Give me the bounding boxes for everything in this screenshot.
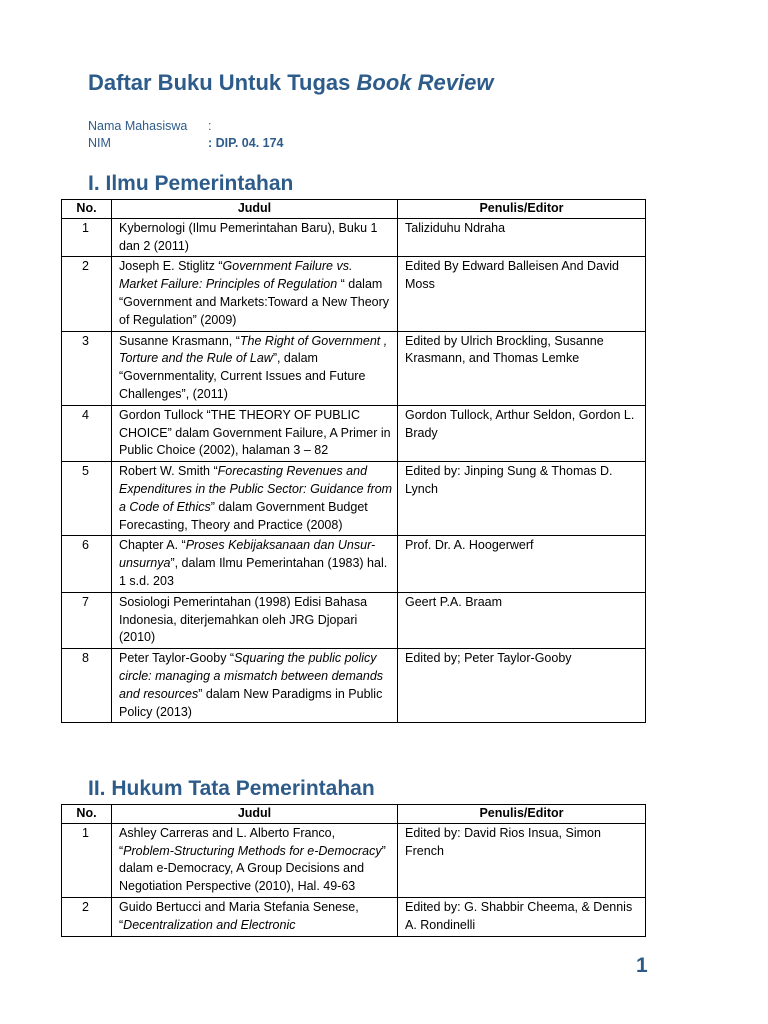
book-title-cell — [112, 331, 398, 405]
book-title-text: Robert W. Smith “ — [119, 464, 218, 479]
student-name-line — [88, 118, 211, 135]
book-title-cell — [112, 649, 398, 723]
book-title-cell — [112, 897, 398, 936]
title-italic: Book Review — [356, 70, 494, 95]
table-row — [62, 462, 646, 536]
book-title-italic: The Right of Government , Torture and the Rule of Law — [119, 333, 388, 366]
row-number: 7 — [62, 592, 112, 648]
column-header-penulis: Penulis/Editor — [398, 200, 646, 219]
column-header-no: No. — [62, 200, 112, 219]
page-number: 1 — [636, 954, 648, 977]
book-title-italic: Forecasting Revenues and Expenditures in the Public Sector: Guidance from a Code of Ethics — [119, 464, 393, 514]
author-editor-cell: Prof. Dr. A. Hoogerwerf — [398, 536, 646, 592]
table-row — [62, 536, 646, 592]
book-title-text: Ashley Carreras and L. Alberto Franco, “ — [119, 825, 336, 858]
nim-value: : DIP. 04. 174 — [208, 136, 284, 150]
table-row — [62, 897, 646, 936]
author-editor-cell: Edited by Ulrich Brockling, Susanne Krasmann, and Thomas Lemke — [398, 331, 646, 405]
book-title-text: “ dalam “Government and Markets:Toward a New Theory of Regulation” (2009) — [119, 277, 390, 327]
book-title-text: ”, dalam “Governmentality, Current Issues and Future Challenges”, (2011) — [119, 351, 366, 401]
book-title-text: Gordon Tullock “THE THEORY OF PUBLIC CHOICE” dalam Government Failure, A Primer in Public Choice (2002), halaman 3 – 82 — [119, 407, 391, 458]
section-heading-1: I. Ilmu Pemerintahan — [88, 172, 294, 195]
column-header-penulis: Penulis/Editor — [398, 805, 646, 824]
column-header-no: No. — [62, 805, 112, 824]
table-row — [62, 405, 646, 461]
row-number: 5 — [62, 462, 112, 536]
author-editor-cell: Taliziduhu Ndraha — [398, 218, 646, 257]
book-title-text: Joseph E. Stiglitz “ — [119, 259, 223, 274]
book-title-text: Guido Bertucci and Maria Stefania Senese, “ — [119, 899, 359, 932]
row-number: 1 — [62, 823, 112, 897]
author-editor-cell: Edited By Edward Balleisen And David Moss — [398, 257, 646, 331]
author-editor-cell: Geert P.A. Braam — [398, 592, 646, 648]
row-number: 1 — [62, 218, 112, 257]
book-table-ilmu-pemerintahan — [61, 199, 646, 723]
nim-label: NIM — [88, 136, 111, 150]
book-title-cell — [112, 405, 398, 461]
document-title — [88, 70, 493, 96]
book-title-cell — [112, 257, 398, 331]
table-row — [62, 592, 646, 648]
book-table-hukum-tata-pemerintahan — [61, 804, 646, 937]
column-header-judul: Judul — [112, 805, 398, 824]
book-title-text: ” dalam e-Democracy, A Group Decisions and Negotiation Perspective (2010), Hal. 49-63 — [119, 843, 386, 894]
book-title-text: ” dalam New Paradigms in Public Policy (2013) — [119, 686, 383, 719]
author-editor-cell: Edited by: G. Shabbir Cheema, & Dennis A. Rondinelli — [398, 897, 646, 936]
book-title-cell — [112, 218, 398, 257]
table-row — [62, 823, 646, 897]
row-number: 8 — [62, 649, 112, 723]
book-title-text: Susanne Krasmann, “ — [119, 333, 240, 348]
title-text: Daftar Buku Untuk Tugas — [88, 70, 357, 95]
book-title-italic: Squaring the public policy circle: managing a mismatch between demands and resources — [119, 651, 384, 701]
row-number: 6 — [62, 536, 112, 592]
book-title-italic: Decentralization and Electronic — [123, 917, 296, 932]
book-title-cell — [112, 592, 398, 648]
book-title-cell — [112, 536, 398, 592]
table-row — [62, 257, 646, 331]
table-row — [62, 218, 646, 257]
book-title-cell — [112, 462, 398, 536]
table-header-row — [62, 200, 646, 219]
row-number: 2 — [62, 257, 112, 331]
book-title-text: ”, dalam Ilmu Pemerintahan (1983) hal. 1 s.d. 203 — [119, 556, 388, 588]
book-title-text: ” dalam Government Budget Forecasting, Theory and Practice (2008) — [119, 499, 368, 532]
author-editor-cell: Edited by; Peter Taylor-Gooby — [398, 649, 646, 723]
book-title-italic: Government Failure vs. Market Failure: Principles of Regulation — [119, 259, 353, 292]
row-number: 2 — [62, 897, 112, 936]
book-title-text: Peter Taylor-Gooby “ — [119, 651, 235, 666]
book-title-italic: Problem-Structuring Methods for e-Democracy — [123, 843, 382, 858]
nim-line — [88, 135, 284, 152]
book-title-italic: Proses Kebijaksanaan dan Unsur-unsurnya — [119, 538, 376, 571]
row-number: 4 — [62, 405, 112, 461]
author-editor-cell: Gordon Tullock, Arthur Seldon, Gordon L. Brady — [398, 405, 646, 461]
column-header-judul: Judul — [112, 200, 398, 219]
author-editor-cell: Edited by: David Rios Insua, Simon French — [398, 823, 646, 897]
student-name-value: : — [208, 119, 212, 133]
table-row — [62, 331, 646, 405]
book-title-text: Chapter A. “ — [119, 538, 186, 553]
row-number: 3 — [62, 331, 112, 405]
student-name-label: Nama Mahasiswa — [88, 119, 188, 133]
table-row — [62, 649, 646, 723]
book-title-text: Kybernologi (Ilmu Pemerintahan Baru), Buku 1 dan 2 (2011) — [119, 220, 378, 253]
author-editor-cell: Edited by: Jinping Sung & Thomas D. Lynch — [398, 462, 646, 536]
section-heading-2: II. Hukum Tata Pemerintahan — [88, 777, 375, 800]
book-title-cell — [112, 823, 398, 897]
book-title-text: Sosiologi Pemerintahan (1998) Edisi Bahasa Indonesia, diterjemahkan oleh JRG Djopari (2010) — [119, 594, 368, 645]
table-header-row — [62, 805, 646, 824]
